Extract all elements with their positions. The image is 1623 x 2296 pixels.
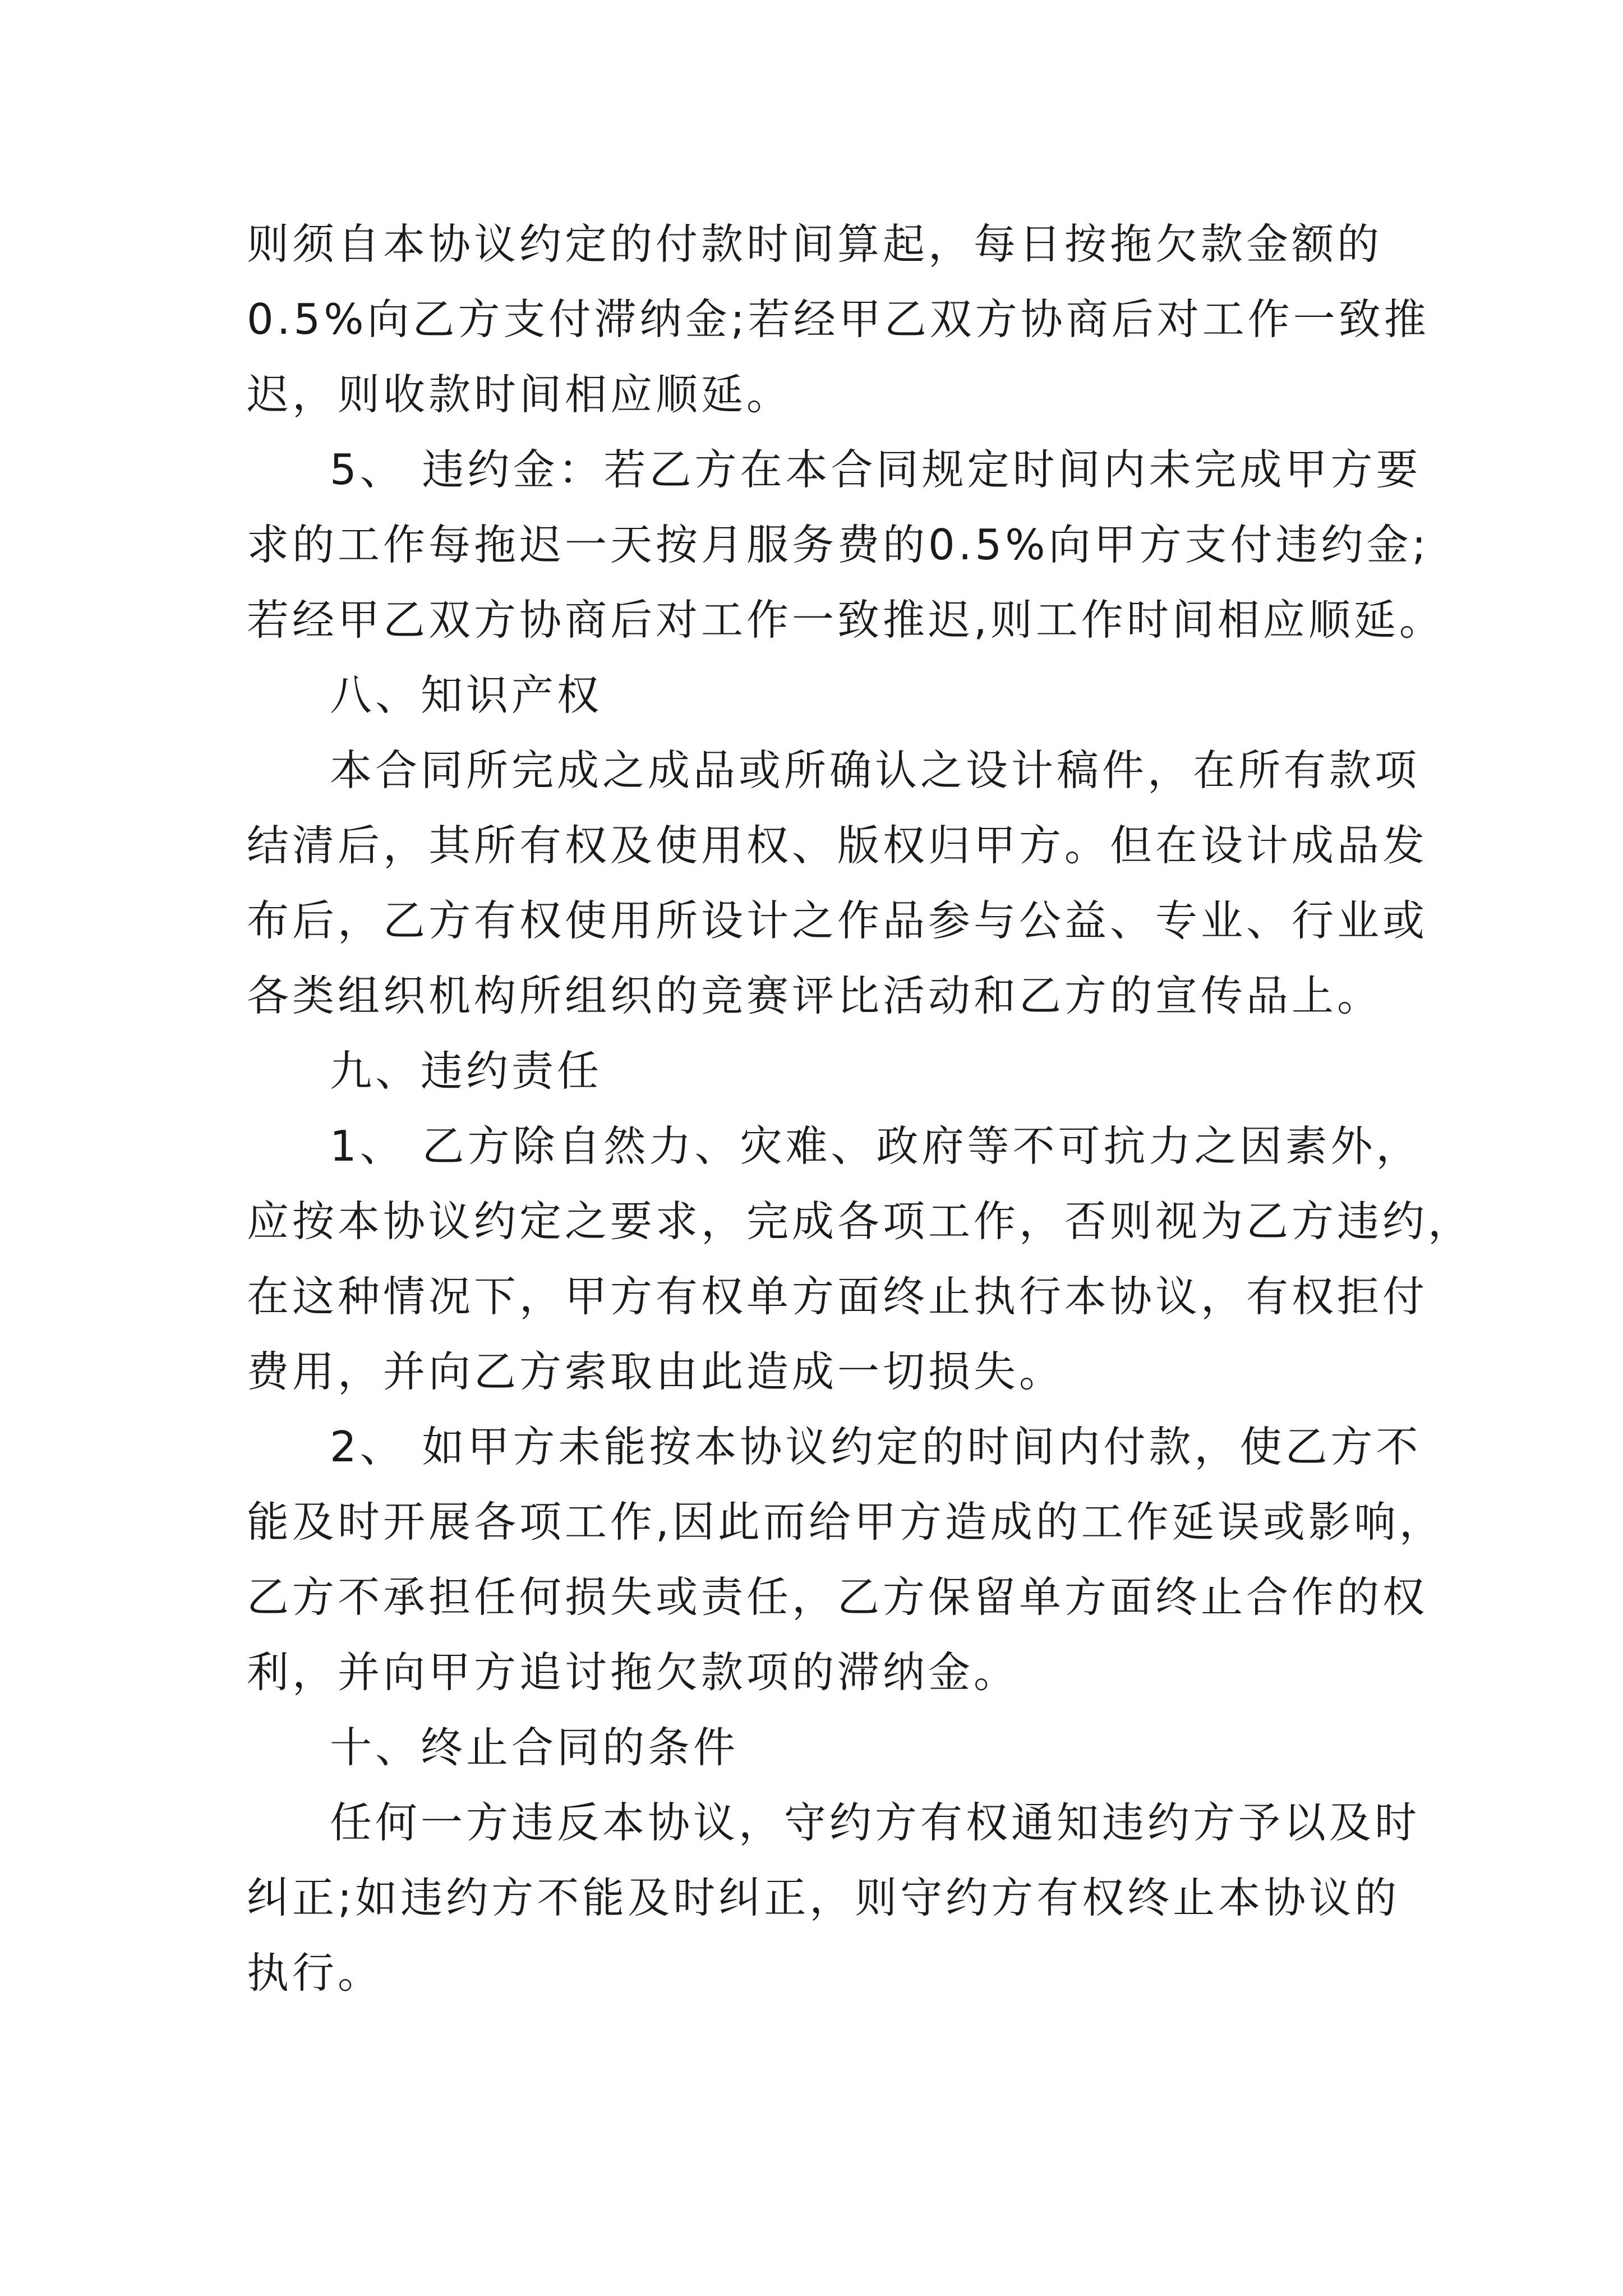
text-line: 利，并向甲方追讨拖欠款项的滞纳金。: [247, 1648, 1020, 1697]
text-line: 在这种情况下，甲方有权单方面终止执行本协议，有权拒付: [247, 1272, 1428, 1321]
text-line: 任何一方违反本协议，守约方有权通知违约方予以及时: [330, 1798, 1421, 1847]
section-heading: 九、违约责任: [330, 1046, 603, 1096]
text-line: 纠正;如违约方不能及时纠正，则守约方有权终止本协议的: [247, 1873, 1400, 1922]
text-line: 5、 违约金：若乙方在本合同规定时间内未完成甲方要: [330, 445, 1422, 494]
text-line: 应按本协议约定之要求，完成各项工作，否则视为乙方违约，: [247, 1197, 1474, 1246]
text-line: 求的工作每拖迟一天按月服务费的0.5%向甲方支付违约金;: [247, 520, 1430, 569]
text-line: 能及时开展各项工作,因此而给甲方造成的工作延误或影响，: [247, 1497, 1445, 1547]
text-line: 布后，乙方有权使用所设计之作品参与公益、专业、行业或: [247, 896, 1428, 945]
section-heading: 十、终止合同的条件: [330, 1723, 739, 1772]
text-line: 迟，则收款时间相应顺延。: [247, 370, 792, 419]
text-line: 本合同所完成之成品或所确认之设计稿件，在所有款项: [330, 746, 1421, 795]
text-line: 乙方不承担任何损失或责任，乙方保留单方面终止合作的权: [247, 1572, 1428, 1622]
text-line: 2、 如甲方未能按本协议约定的时间内付款，使乙方不: [330, 1422, 1422, 1471]
text-line: 各类组织机构所组织的竞赛评比活动和乙方的宣传品上。: [247, 971, 1383, 1020]
text-line: 执行。: [247, 1948, 384, 1998]
text-line: 费用，并向乙方索取由此造成一切损失。: [247, 1347, 1065, 1396]
text-line: 则须自本协议约定的付款时间算起，每日按拖欠款金额的: [247, 219, 1383, 269]
section-heading: 八、知识产权: [330, 670, 603, 720]
text-line: 结清后，其所有权及使用权、版权归甲方。但在设计成品发: [247, 821, 1428, 870]
text-line: 若经甲乙双方协商后对工作一致推迟,则工作时间相应顺延。: [247, 595, 1445, 645]
text-line: 1、 乙方除自然力、灾难、政府等不可抗力之因素外，: [330, 1121, 1422, 1171]
text-line: 0.5%向乙方支付滞纳金;若经甲乙双方协商后对工作一致推: [247, 295, 1430, 344]
